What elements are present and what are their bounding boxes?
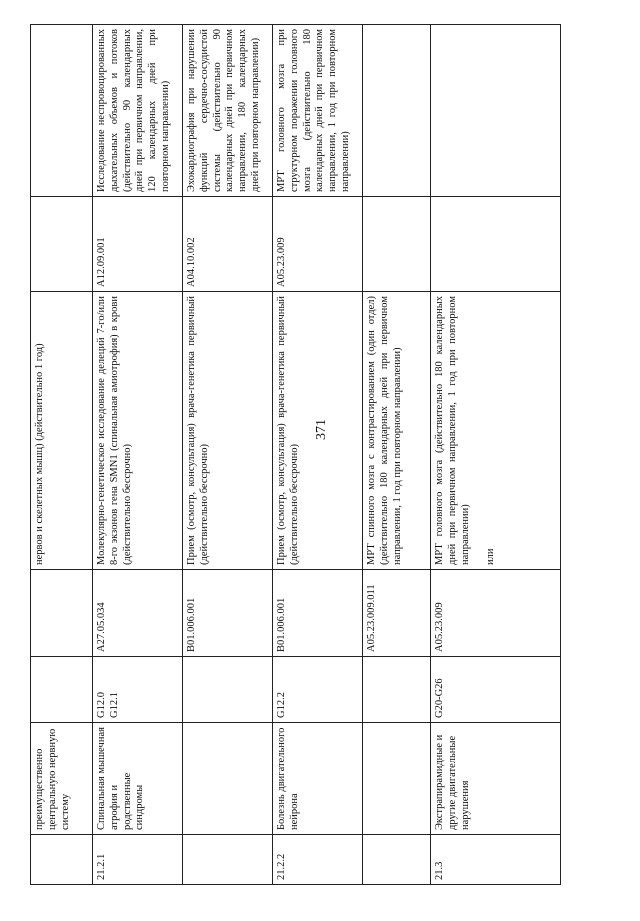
table-row [31, 25, 93, 885]
table-row [273, 25, 363, 885]
service-description-cell: Прием (осмотр, консультация) врача-генетика первичный (действительно бессрочно) [183, 292, 273, 570]
service-code-2-cell [431, 197, 561, 292]
disease-name-cell: Болезнь двигательного нейрона [273, 723, 363, 835]
service-code-2-cell: A12.09.001 [93, 197, 183, 292]
service-description-2-cell [363, 25, 431, 197]
service-description-cell: МРТ головного мозга (действительно 180 календарных дней при первичном направлении, 1 год при повторном направлении) или [431, 292, 561, 570]
service-description-2-cell: Эхокардиография при нарушении функций сердечно-сосудистой системы (действительно 90 календарных дней при первичном направлении, 180 календарных дней при повторном направлении) [183, 25, 273, 197]
service-code-cell: B01.006.001 [273, 570, 363, 657]
table-row [183, 25, 273, 885]
icd-code-cell [183, 657, 273, 723]
service-code-cell [31, 570, 93, 657]
rotated-table-container [30, 25, 560, 885]
icd-code-cell: G20-G26 [431, 657, 561, 723]
icd-code-cell: G12.0 G12.1 [93, 657, 183, 723]
service-code-2-cell [363, 197, 431, 292]
disease-name-cell [183, 723, 273, 835]
service-code-cell: A05.23.009.011 [363, 570, 431, 657]
service-description-cell: МРТ спинного мозга с контрастированием (один отдел) (действительно 180 календарных дней при первичном направлении, 1 год при повторном направлении) [363, 292, 431, 570]
disease-name-cell: Спинальная мышечная атрофия и родственные синдромы [93, 723, 183, 835]
table-row [431, 25, 561, 885]
table-row [93, 25, 183, 885]
service-code-2-cell [31, 197, 93, 292]
service-code-cell: A27.05.034 [93, 570, 183, 657]
table-row [363, 25, 431, 885]
service-description-2-cell: Исследование неспровоцированных дыхательных объемов и потоков (действительно 90 календарных дней при первичном направлении, 120 календарных дней при повторном направлении) [93, 25, 183, 197]
page-number: 371 [314, 419, 329, 440]
icd-code-cell [31, 657, 93, 723]
row-number-cell [363, 835, 431, 885]
service-description-2-cell [431, 25, 561, 197]
service-code-2-cell: A04.10.002 [183, 197, 273, 292]
row-number-cell [31, 835, 93, 885]
service-description-2-cell [31, 25, 93, 197]
icd-code-cell: G12.2 [273, 657, 363, 723]
disease-name-cell: Экстрапирамидные и другие двигательные нарушения [431, 723, 561, 835]
service-description-2-cell: МРТ головного мозга при структурном поражении головного мозга (действительно 180 календарных дней при первичном направлении, 1 год при повторном направлении) [273, 25, 363, 197]
document-table [30, 24, 561, 885]
service-description-cell: Молекулярно-генетическое исследование делеций 7-го/или 8-го экзонов гена SMN1 (спинальная амиотрофия) в крови (действительно бессрочно) [93, 292, 183, 570]
row-number-cell: 21.2.2 [273, 835, 363, 885]
service-code-cell: B01.006.001 [183, 570, 273, 657]
service-code-2-cell: A05.23.009 [273, 197, 363, 292]
icd-code-cell [363, 657, 431, 723]
service-code-cell: A05.23.009 [431, 570, 561, 657]
disease-name-cell: преимущественно центральную нервную систему [31, 723, 93, 835]
service-description-cell: нервов и скелетных мышц) (действительно 1 год) [31, 292, 93, 570]
row-number-cell [183, 835, 273, 885]
service-description-cell: Прием (осмотр, консультация) врача-генетика первичный (действительно бессрочно) [273, 292, 363, 570]
row-number-cell: 21.2.1 [93, 835, 183, 885]
row-number-cell: 21.3 [431, 835, 561, 885]
disease-name-cell [363, 723, 431, 835]
